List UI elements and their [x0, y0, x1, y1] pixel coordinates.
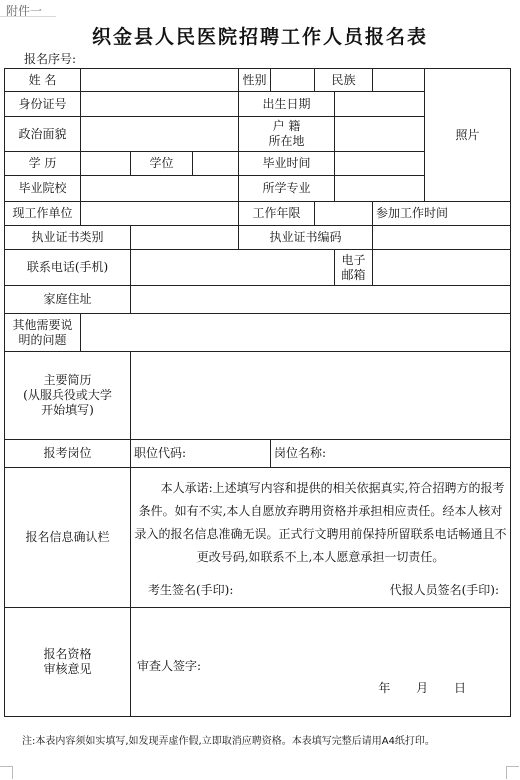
hukou-label-line1: 户 籍 [272, 119, 301, 133]
hukou-field[interactable] [335, 117, 425, 152]
date-year: 年 [378, 681, 391, 695]
education-field[interactable] [81, 152, 131, 176]
education-label: 学 历 [5, 152, 81, 176]
current-employer-label: 现工作单位 [5, 202, 81, 226]
gender-label: 性别 [239, 69, 271, 92]
photo-box[interactable]: 照片 [425, 69, 511, 202]
work-start-time-label: 参加工作时间 [373, 202, 511, 226]
home-address-label: 家庭住址 [5, 286, 131, 314]
resume-label-line1: 主要简历 [43, 373, 92, 387]
review-label [5, 608, 131, 717]
home-address-field[interactable] [131, 286, 511, 314]
position-label: 报考岗位 [5, 440, 131, 468]
email-label-line2: 邮箱 [341, 267, 366, 282]
header-rule [0, 16, 56, 17]
other-notes-field[interactable] [81, 314, 511, 352]
certificate-type-label: 执业证书类别 [5, 226, 131, 250]
name-field[interactable] [81, 69, 239, 92]
major-label: 所学专业 [239, 176, 335, 202]
crop-mark-bottom-right [506, 766, 519, 779]
ethnicity-field[interactable] [373, 69, 425, 92]
phone-field[interactable] [131, 250, 335, 286]
certificate-number-label: 执业证书编码 [239, 226, 373, 250]
work-years-label: 工作年限 [239, 202, 315, 226]
birth-date-field[interactable] [335, 92, 425, 117]
graduation-time-label: 毕业时间 [239, 152, 335, 176]
other-notes-label-line1: 其他需要说 [12, 317, 73, 332]
review-label-line2: 审核意见 [43, 662, 92, 676]
crop-mark-bottom-left [0, 766, 13, 779]
agent-signature-label[interactable]: 代报人员签名(手印): [389, 583, 500, 597]
confirm-section [131, 468, 511, 608]
ethnicity-label: 民族 [315, 69, 373, 92]
review-body [131, 608, 510, 716]
certificate-number-field[interactable] [373, 226, 511, 250]
other-notes-label [5, 314, 81, 352]
review-section[interactable] [131, 608, 511, 717]
graduation-time-field[interactable] [335, 152, 425, 176]
review-date [356, 681, 466, 696]
graduation-school-field[interactable] [81, 176, 239, 202]
degree-label: 学位 [131, 152, 193, 176]
confirm-label: 报名信息确认栏 [5, 468, 131, 608]
confirm-statement: 本人承诺:上述填写内容和提供的相关依据真实,符合招聘方的报考条件。如有不实,本人自愿放弃聘用资格并承担相应责任。经本人核对录入的报名信息准确无误。正式行文聘用前保持所留联系电话畅通且不更改号码,如联系不上,本人愿意承担一切责任。 [134, 481, 507, 564]
hukou-label-line2: 所在地 [268, 134, 305, 148]
political-status-label: 政治面貌 [5, 117, 81, 152]
form-title: 织金县人民医院招聘工作人员报名表 [91, 26, 428, 48]
certificate-type-field[interactable] [131, 226, 239, 250]
serial-number-label: 报名序号: [24, 52, 77, 66]
review-label-line1: 报名资格 [43, 647, 92, 661]
birth-date-label: 出生日期 [239, 92, 335, 117]
resume-label [5, 352, 131, 440]
email-field[interactable] [373, 250, 511, 286]
attachment-label: 附件一 [6, 4, 43, 18]
registration-form-table [4, 68, 511, 717]
resume-label-line3: 开始填写) [41, 403, 94, 417]
resume-field[interactable] [131, 352, 511, 440]
footnote: 注:本表内容须如实填写,如发现弄虚作假,立即取消应聘资格。本表填写完整后请用A4纸打印。 [22, 736, 435, 747]
gender-field[interactable] [271, 69, 315, 92]
resume-label-line2: (从服兵役或大学 [23, 388, 112, 402]
name-label: 姓 名 [5, 69, 81, 92]
email-label-line1: 电子 [341, 252, 366, 267]
major-field[interactable] [335, 176, 425, 202]
id-number-field[interactable] [81, 92, 239, 117]
date-day: 日 [454, 681, 467, 695]
position-code-label[interactable]: 职位代码: [131, 440, 271, 468]
current-employer-field[interactable] [81, 202, 239, 226]
reviewer-signature-label: 审查人签字: [137, 659, 202, 673]
political-status-field[interactable] [81, 117, 239, 152]
candidate-signature-label[interactable]: 考生签名(手印): [148, 583, 234, 597]
other-notes-label-line2: 明的问题 [18, 332, 67, 347]
email-label [335, 250, 373, 286]
hukou-label [239, 117, 335, 152]
work-years-field[interactable] [315, 202, 373, 226]
graduation-school-label: 毕业院校 [5, 176, 81, 202]
id-number-label: 身份证号 [5, 92, 81, 117]
degree-field[interactable] [193, 152, 239, 176]
date-month: 月 [416, 681, 429, 695]
signature-row [134, 583, 507, 598]
phone-label: 联系电话(手机) [5, 250, 131, 286]
position-name-label[interactable]: 岗位名称: [271, 440, 511, 468]
